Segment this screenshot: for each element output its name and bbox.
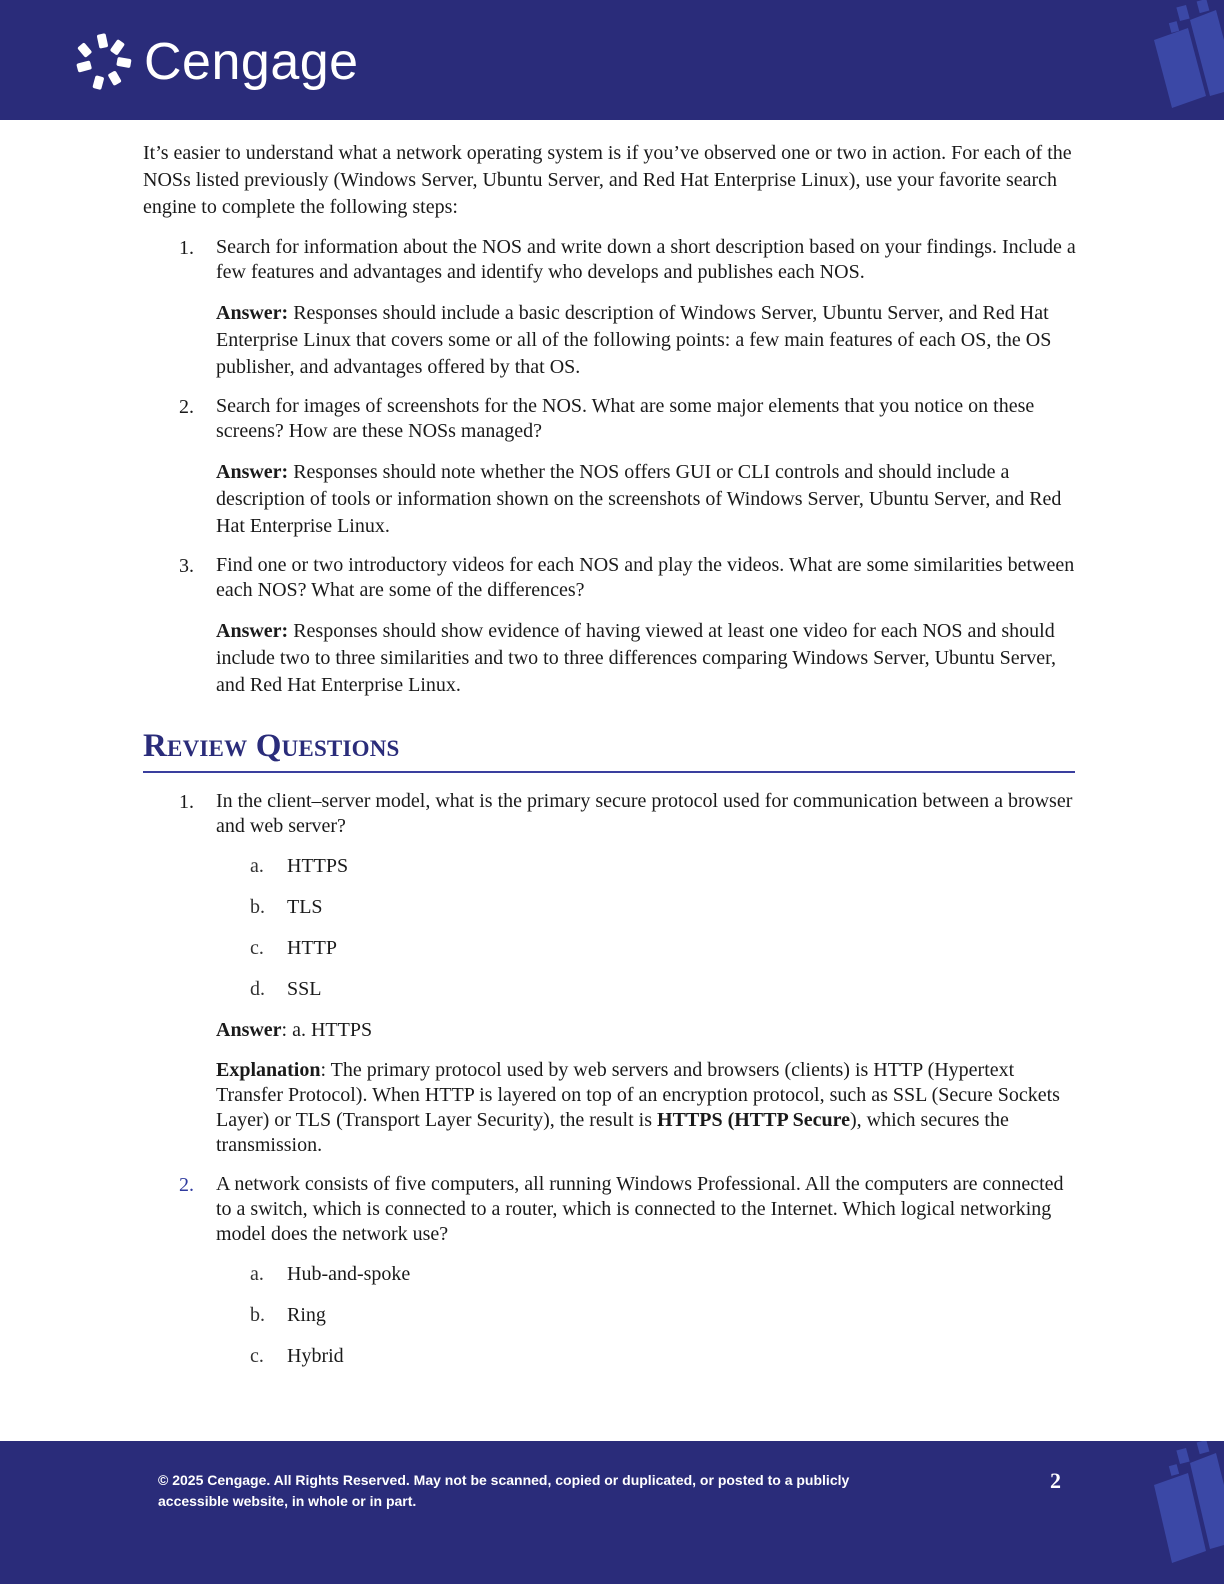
question-number: 1. [179, 791, 194, 813]
option-d [216, 976, 1078, 1003]
step-text: Find one or two introductory videos for each NOS and play the videos. What are some similarities between each NOS? What are some of the differences? [216, 554, 1075, 601]
option-b [216, 1302, 1078, 1329]
answer-label: Answer: [216, 302, 289, 324]
corner-decoration-icon [1140, 1441, 1224, 1584]
explanation-body: : The primary protocol used by web servers and browsers (clients) is HTTP (Hypertext Transfer Protocol). When HTTP is layered on top of an encryption protocol, such as SSL (Secure Sockets Layer) or TLS (Transport Layer Security), the result is [216, 1059, 1060, 1131]
answer-text [216, 1017, 1078, 1044]
explanation-label: Explanation [216, 1059, 321, 1081]
item-number: 1. [179, 237, 194, 259]
answer-body: : a. HTTPS [281, 1019, 373, 1041]
item-number: 2. [179, 396, 194, 418]
question-1-options [143, 853, 1078, 1003]
answer-body: Responses should note whether the NOS offers GUI or CLI controls and should include a description of tools or information shown on the screenshots of Windows Server, Ubuntu Server, and Red Hat Enterprise Linux. [216, 461, 1062, 537]
brand-name: Cengage [144, 33, 359, 91]
option-text: Hub-and-spoke [287, 1263, 411, 1285]
option-text: Hybrid [287, 1345, 344, 1367]
explanation-end: ), which secures the transmission. [216, 1109, 1009, 1156]
list-item [143, 235, 1078, 381]
list-item [143, 553, 1078, 699]
page-header [0, 0, 1224, 120]
option-a [216, 853, 1078, 880]
option-letter: b. [250, 896, 265, 918]
question-1 [143, 789, 1078, 839]
question-text: In the client–server model, what is the primary secure protocol used for communication between a browser and web server? [216, 790, 1073, 837]
question-text: A network consists of five computers, all running Windows Professional. All the computers are connected to a switch, which is connected to a router, which is connected to the Internet. Which logical networking model does the network use? [216, 1173, 1064, 1245]
section-title: Review Questions [143, 728, 400, 764]
question-number: 2. [179, 1174, 194, 1196]
cengage-logo-mark-icon [72, 30, 136, 94]
answer-label: Answer: [216, 620, 289, 642]
corner-decoration-icon [1140, 0, 1224, 120]
option-letter: a. [250, 1263, 264, 1285]
question-2 [143, 1172, 1078, 1247]
option-letter: c. [250, 1345, 264, 1367]
option-text: TLS [287, 896, 323, 918]
list-item [143, 394, 1078, 540]
option-c [216, 1343, 1078, 1370]
activity-steps [143, 235, 1078, 699]
option-b [216, 894, 1078, 921]
answer-text [216, 618, 1078, 699]
option-letter: a. [250, 855, 264, 877]
copyright-notice: © 2025 Cengage. All Rights Reserved. May not be scanned, copied or duplicated, or posted to a publicly accessible website, in whole or in part. [158, 1472, 850, 1509]
answer-text [216, 300, 1078, 381]
option-a [216, 1261, 1078, 1288]
answer-text [216, 459, 1078, 540]
answer-body: Responses should show evidence of having viewed at least one video for each NOS and should include two to three similarities and two to three differences comparing Windows Server, Ubuntu Server, and Red Hat Enterprise Linux. [216, 620, 1056, 696]
step-text: Search for information about the NOS and write down a short description based on your findings. Include a few features and advantages and identify who develops and publishes each NOS. [216, 236, 1076, 283]
section-heading [143, 727, 1075, 773]
answer-label: Answer: [216, 461, 289, 483]
option-text: HTTP [287, 937, 337, 959]
option-letter: d. [250, 978, 265, 1000]
explanation-bold: HTTPS (HTTP Secure [657, 1109, 850, 1131]
item-number: 3. [179, 555, 194, 577]
intro-paragraph: It’s easier to understand what a network operating system is if you’ve observed one or two in action. For each of the NOSs listed previously (Windows Server, Ubuntu Server, and Red Hat Enterprise Linux), use your favorite search engine to complete the following steps: [143, 142, 1072, 218]
option-letter: c. [250, 937, 264, 959]
answer-body: Responses should include a basic description of Windows Server, Ubuntu Server, and Red Hat Enterprise Linux that covers some or all of the following points: a few main features of each OS, the OS publisher, and advantages offered by that OS. [216, 302, 1052, 378]
question-1-explanation [143, 1058, 1078, 1158]
page-footer [0, 1441, 1224, 1584]
option-c [216, 935, 1078, 962]
option-text: Ring [287, 1304, 326, 1326]
page-body [143, 140, 1078, 1384]
option-text: HTTPS [287, 855, 349, 877]
question-2-options [143, 1261, 1078, 1370]
question-1-answer [143, 1017, 1078, 1044]
page-number: 2 [1050, 1468, 1061, 1493]
answer-label: Answer [216, 1019, 282, 1041]
option-text: SSL [287, 978, 322, 1000]
option-letter: b. [250, 1304, 265, 1326]
cengage-logo [72, 30, 359, 94]
step-text: Search for images of screenshots for the NOS. What are some major elements that you notice on these screens? How are these NOSs managed? [216, 395, 1035, 442]
explanation-text [216, 1058, 1078, 1158]
